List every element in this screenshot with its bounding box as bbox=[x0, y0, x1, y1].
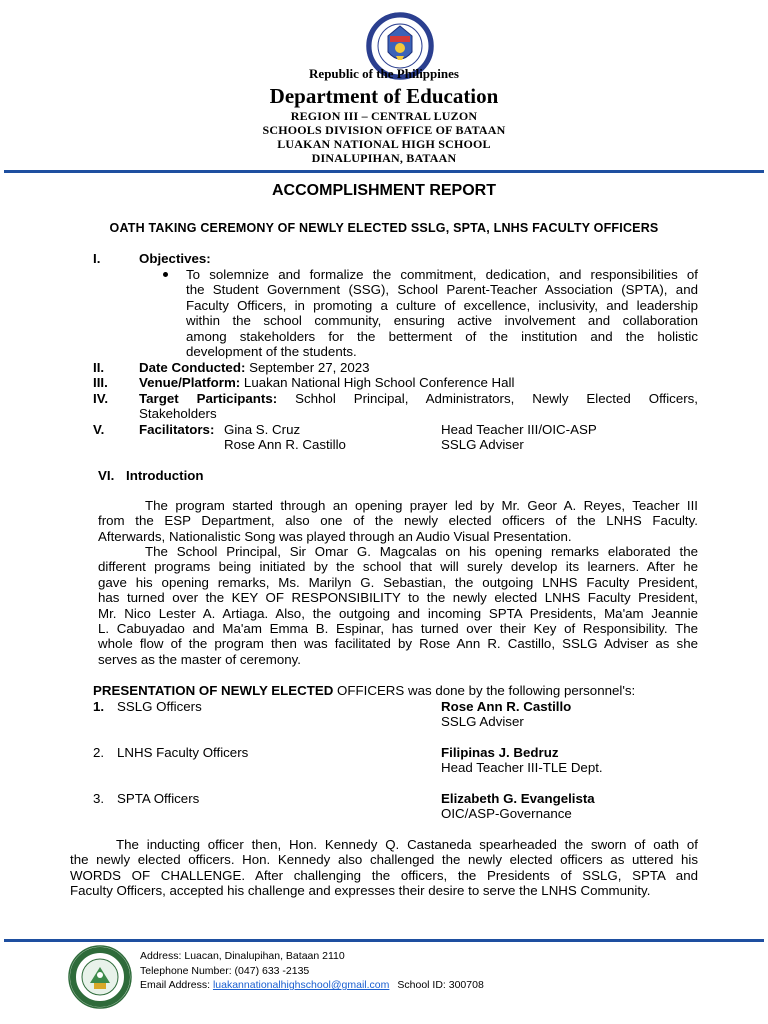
report-subtitle: OATH TAKING CEREMONY OF NEWLY ELECTED SSLG, SPTA, LNHS FACULTY OFFICERS bbox=[109, 221, 659, 235]
participants-row bbox=[139, 391, 698, 406]
introduction-label: Introduction bbox=[126, 468, 204, 483]
footer-email-row bbox=[140, 978, 484, 993]
header-divider bbox=[4, 170, 764, 173]
officer-person: Filipinas J. Bedruz bbox=[441, 745, 559, 760]
school-seal-logo bbox=[68, 945, 132, 1009]
paragraph-line: L. Cabuyadao and Ma'am Emma B. Espinar, has turned over their Key of Responsibility. The bbox=[98, 621, 698, 637]
facilitators-label: Facilitators: bbox=[139, 422, 215, 437]
officer-group: SPTA Officers bbox=[117, 791, 200, 806]
paragraph-line: from the ESP Department, also one of the newly elected officers of the LNHS Faculty. bbox=[98, 513, 698, 529]
objectives-label: Objectives: bbox=[139, 251, 211, 266]
location-line: DINALUPIHAN, BATAAN bbox=[311, 151, 457, 165]
participants-number: IV. bbox=[93, 391, 109, 406]
footer-phone: Telephone Number: (047) 633 -2135 bbox=[140, 964, 310, 977]
report-title: ACCOMPLISHMENT REPORT bbox=[272, 182, 496, 199]
officer-role: SSLG Adviser bbox=[441, 714, 524, 729]
footer-divider bbox=[4, 939, 764, 942]
officer-role: OIC/ASP-Governance bbox=[441, 806, 572, 821]
presentation-heading bbox=[93, 683, 635, 698]
officer-group: LNHS Faculty Officers bbox=[117, 745, 249, 760]
facilitator-name: Rose Ann R. Castillo bbox=[224, 437, 346, 452]
participants-value: Schhol Principal, Administrators, Newly Elected Officers, bbox=[277, 391, 698, 406]
officer-number: 1. bbox=[93, 699, 105, 714]
objectives-line: development of the students. bbox=[186, 344, 357, 360]
date-number: II. bbox=[93, 360, 105, 375]
department-title: Department of Education bbox=[269, 84, 499, 108]
date-label: Date Conducted: bbox=[139, 360, 246, 375]
footer-school-id: School ID: 300708 bbox=[397, 979, 484, 991]
closing-paragraph bbox=[70, 837, 698, 899]
paragraph-line: Afterwards, Nationalistic Song was played through an Audio Visual Presentation. bbox=[98, 528, 572, 544]
paragraph-line: different programs being initiated by the school that will surely develop its learners. After he bbox=[98, 559, 698, 575]
footer-email-link[interactable]: luakannationalhighschool@gmail.com bbox=[212, 979, 390, 991]
paragraph-line: the newly elected officers. Hon. Kennedy also challenged the newly elected officers as uttered his bbox=[70, 852, 698, 868]
objectives-line: within the school community, ensuring active involvement and collaboration bbox=[186, 313, 698, 329]
division-line: SCHOOLS DIVISION OFFICE OF BATAAN bbox=[262, 123, 506, 137]
paragraph-line: gave his opening remarks, Ms. Marilyn G. Sebastian, the outgoing LNHS Faculty President, bbox=[98, 574, 698, 590]
footer-contact bbox=[140, 949, 484, 993]
venue-label: Venue/Platform: bbox=[139, 375, 241, 390]
republic-line: Republic of the Philippines bbox=[309, 66, 459, 81]
objectives-line: Faculty Officers, in promoting a culture of excellence, inclusivity, and leadership bbox=[186, 297, 698, 313]
officer-number: 3. bbox=[93, 791, 105, 806]
presentation-rest: OFFICERS was done by the following personnel's: bbox=[333, 683, 636, 698]
paragraph-line: Mr. Nico Lester A. Artiaga. Also, the outgoing and incoming SPTA Presidents, Ma'am Jeannie bbox=[98, 605, 698, 621]
paragraph-line: The School Principal, Sir Omar G. Magcalas on his opening remarks elaborated the bbox=[145, 544, 698, 559]
officer-person: Elizabeth G. Evangelista bbox=[441, 791, 595, 806]
facilitator-name: Gina S. Cruz bbox=[224, 422, 301, 437]
venue-row bbox=[139, 375, 514, 390]
bullet-icon bbox=[163, 272, 168, 277]
footer-address: Address: Luacan, Dinalupihan, Bataan 2110 bbox=[140, 950, 345, 962]
paragraph-line: The program started through an opening prayer led by Mr. Geor A. Reyes, Teacher III bbox=[145, 498, 698, 513]
officer-person: Rose Ann R. Castillo bbox=[441, 699, 572, 714]
footer-email-label: Email Address: bbox=[140, 979, 213, 991]
date-row bbox=[139, 360, 370, 375]
introduction-number: VI. bbox=[98, 468, 115, 483]
venue-number: III. bbox=[93, 375, 108, 390]
venue-value: Luakan National High School Conference Hall bbox=[240, 375, 515, 390]
date-value: September 27, 2023 bbox=[245, 360, 370, 375]
paragraph-line: serves as the master of ceremony. bbox=[98, 651, 301, 667]
intro-paragraph-2 bbox=[98, 544, 698, 667]
facilitator-role: SSLG Adviser bbox=[441, 437, 524, 452]
objectives-text bbox=[186, 267, 698, 359]
officer-role: Head Teacher III-TLE Dept. bbox=[441, 760, 603, 775]
paragraph-line: whole flow of the program then was facilitated by Rose Ann R. Castillo, SSLG Adviser as she bbox=[98, 636, 698, 652]
objectives-line: among stakeholders for the betterment of the institution and the holistic bbox=[186, 328, 698, 344]
paragraph-line: WORDS OF CHALLENGE. After challenging the officers, the Presidents of SSLG, SPTA and bbox=[70, 867, 698, 883]
facilitators-number: V. bbox=[93, 422, 105, 437]
school-line: LUAKAN NATIONAL HIGH SCHOOL bbox=[277, 137, 491, 151]
objectives-line: To solemnize and formalize the commitment, dedication, and responsibilities of bbox=[186, 267, 698, 282]
presentation-bold: PRESENTATION OF NEWLY ELECTED bbox=[93, 683, 334, 698]
participants-value-cont: Stakeholders bbox=[139, 406, 217, 421]
intro-paragraph-1 bbox=[98, 498, 698, 544]
objectives-line: the Student Government (SSG), School Parent-Teacher Association (SPTA), and bbox=[186, 282, 698, 298]
paragraph-line: Faculty Officers, accepted his challenge and expresses their desire to serve the LNHS Community. bbox=[70, 883, 651, 899]
officer-group: SSLG Officers bbox=[117, 699, 202, 714]
participants-label: Target Participants: bbox=[139, 391, 278, 406]
region-line: REGION III – CENTRAL LUZON bbox=[290, 109, 478, 123]
paragraph-line: has turned over the KEY OF RESPONSIBILITY to the newly elected LNHS Faculty President, bbox=[98, 590, 698, 606]
officer-number: 2. bbox=[93, 745, 105, 760]
paragraph-line: The inducting officer then, Hon. Kennedy Q. Castaneda spearheaded the sworn of oath of bbox=[116, 837, 698, 852]
objectives-number: I. bbox=[93, 251, 101, 266]
facilitator-role: Head Teacher III/OIC-ASP bbox=[441, 422, 597, 437]
